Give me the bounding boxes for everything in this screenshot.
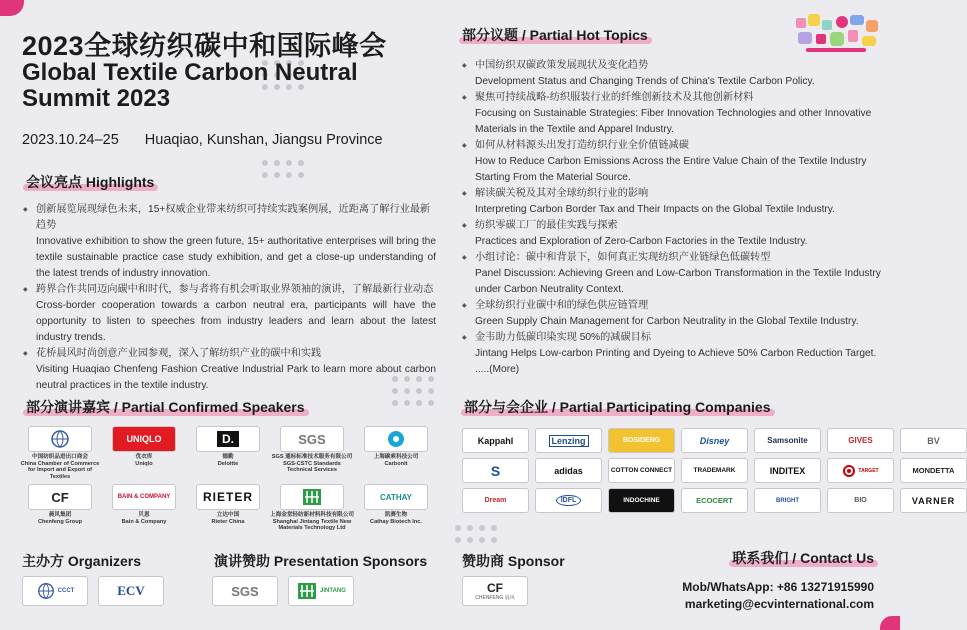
speaker-logo xyxy=(28,426,92,452)
highlights-heading: 会议亮点 Highlights xyxy=(26,172,154,192)
more-link[interactable]: .....(More) xyxy=(475,364,520,375)
speaker-logo: UNIQLO xyxy=(112,426,176,452)
corner-decoration xyxy=(880,616,900,630)
organizer-logo: ECV xyxy=(98,576,164,606)
company-logo: BIO xyxy=(827,488,894,513)
sponsor-logo: CF CHENFENG 晨风 xyxy=(462,576,528,606)
company-logo: Disney xyxy=(681,428,748,453)
summit-logo-graphic xyxy=(792,12,884,58)
company-logo: ECOCERT xyxy=(681,488,748,513)
dot-pattern xyxy=(262,160,304,178)
globe-icon xyxy=(36,581,56,601)
jintang-icon xyxy=(296,581,318,601)
contact-email[interactable]: marketing@ecvinternational.com xyxy=(684,597,874,611)
highlights-list xyxy=(22,202,436,394)
list-item: ◆ 纺织零碳工厂的最佳实践与探索 Practices and Exploration of Zero-Carbon Factories in the Textile Industry. xyxy=(461,218,881,250)
company-logo: Samsonite xyxy=(754,428,821,453)
speaker-logo: BAIN & COMPANY xyxy=(112,484,176,510)
organizers-logos xyxy=(22,576,164,606)
speaker-card: 上海碳索科技公司 Carbonit xyxy=(354,426,438,480)
presentation-sponsors-heading: 演讲赞助 Presentation Sponsors xyxy=(214,553,428,569)
date-location xyxy=(22,132,383,148)
corner-decoration xyxy=(0,0,24,16)
sponsor-logo: SGS xyxy=(212,576,278,606)
company-logo: BRIGHT xyxy=(754,488,821,513)
company-logo: S xyxy=(462,458,529,483)
company-logo: adidas xyxy=(535,458,602,483)
companies-heading: 部分与会企业 / Partial Participating Companies xyxy=(464,397,771,417)
event-date: 2023.10.24–25 xyxy=(22,132,119,148)
list-item: ◆ 如何从材料源头出发打造纺织行业全价值链减碳 How to Reduce Carbon Emissions Across the Entire Value Chain of the Textile Industry Starting From the Material Source. xyxy=(461,138,881,186)
company-logo: IDFL xyxy=(535,488,602,513)
company-logo: Dream xyxy=(462,488,529,513)
speaker-logo: D. xyxy=(196,426,260,452)
contact-heading: 联系我们 / Contact Us xyxy=(732,548,874,568)
speaker-card: 中国纺织品进出口商会 China Chamber of Commerce for Import and Export of Textiles xyxy=(18,426,102,480)
event-location: Huaqiao, Kunshan, Jiangsu Province xyxy=(144,132,383,148)
speaker-logo: CF xyxy=(28,484,92,510)
company-logo: TARGET xyxy=(827,458,894,483)
company-logo: INDITEX xyxy=(754,458,821,483)
company-logo: Lenzing xyxy=(535,428,602,453)
summit-title-en: Global Textile Carbon Neutral Summit 2023 xyxy=(22,59,358,112)
speakers-heading: 部分演讲嘉宾 / Partial Confirmed Speakers xyxy=(26,397,305,417)
speaker-card: 上海金堂轻纺新材料科技有限公司 Shanghai Jintang Textile New Materials Technology Ltd xyxy=(270,484,354,532)
speaker-card: D. 德勤 Deloitte xyxy=(186,426,270,480)
sponsor-logo: JINTANG xyxy=(288,576,354,606)
presentation-sponsors-logos xyxy=(212,576,354,606)
list-item: ◆ 创新展览展现绿色未来，15+权威企业带来纺织可持续实践案例展，近距离了解行业最新趋势 Innovative exhibition to show the green future, 15+ authoritative enterprises will bring the textile sustainable practice case study exhibition, and get a close-up understanding of the latest trends of industry innovation. xyxy=(22,202,436,282)
list-item: ◆ 全球纺织行业碳中和的绿色供应链管理 Green Supply Chain Management for Carbon Neutrality in the Global Textile Industry. xyxy=(461,298,881,330)
target-icon xyxy=(842,464,856,478)
carbonit-icon xyxy=(385,429,407,449)
list-item: ◆ 跨界合作共同迈向碳中和时代，参与者将有机会听取业界领袖的演讲，了解最新行业动态 Cross-border cooperation towards a carbon neutral era, participants will have the opportunity to listen to speeches from industry leaders and learn about the latest industry trends. xyxy=(22,282,436,346)
list-item: ◆ 花桥晨风时尚创意产业园参观，深入了解纺织产业的碳中和实践 Visiting Huaqiao Chenfeng Fashion Creative Industrial Park to learn more about carbon neutral practices in the textile industry. xyxy=(22,346,436,394)
speaker-card: CATHAY 凯赛生物 Cathay Biotech Inc. xyxy=(354,484,438,532)
speaker-logo: CATHAY xyxy=(364,484,428,510)
company-logo: BOSIDENG xyxy=(608,428,675,453)
company-logo: TRADEMARK xyxy=(681,458,748,483)
speaker-card: RIETER 立达中国 Rieter China xyxy=(186,484,270,532)
speaker-logo xyxy=(364,426,428,452)
summit-title-cn: 2023全球纺织碳中和国际峰会 xyxy=(22,31,387,61)
company-logo: VARNER xyxy=(900,488,967,513)
speaker-logo: RIETER xyxy=(196,484,260,510)
list-item: ◆ 小组讨论：碳中和背景下，如何真正实现纺织产业链绿色低碳转型 Panel Discussion: Achieving Green and Low-Carbon Transformation in the Textile Industry under Carbon Neutrality Context. xyxy=(461,250,881,298)
companies-grid xyxy=(462,428,967,513)
jintang-icon xyxy=(301,487,323,507)
organizers-heading: 主办方 Organizers xyxy=(22,553,142,569)
topics-heading: 部分议题 / Partial Hot Topics xyxy=(462,25,648,45)
list-item: ◆ 解读碳关税及其对全球纺织行业的影响 Interpreting Carbon Border Tax and Their Impacts on the Global Textile Industry. xyxy=(461,186,881,218)
list-item: ◆ 金韦助力低碳印染实现 50%的减碳目标 Jintang Helps Low-carbon Printing and Dyeing to Achieve 50% Carbon Reduction Target. xyxy=(461,330,881,362)
speakers-grid xyxy=(18,426,438,532)
speaker-card: SGS SGS 通标标准技术服务有限公司 SGS-CSTC Standards Technical Services xyxy=(270,426,354,480)
speaker-card: BAIN & COMPANY 贝恩 Bain & Company xyxy=(102,484,186,532)
speaker-card: CF 晨风集团 Chenfeng Group xyxy=(18,484,102,532)
organizer-logo: CCCT xyxy=(22,576,88,606)
company-logo: INDOCHINE xyxy=(608,488,675,513)
speaker-card: UNIQLO 优衣库 Uniqlo xyxy=(102,426,186,480)
company-logo: COTTON CONNECT xyxy=(608,458,675,483)
dot-pattern xyxy=(455,525,497,543)
company-logo: Kappahl xyxy=(462,428,529,453)
globe-icon xyxy=(49,429,71,449)
contact-phone[interactable]: Mob/WhatsApp: +86 13271915990 xyxy=(682,580,874,594)
company-logo: MONDETTA xyxy=(900,458,967,483)
company-logo: GIVES xyxy=(827,428,894,453)
speaker-logo xyxy=(280,484,344,510)
list-item: ◆ 中国纺织双碳政策发展现状及变化趋势 Development Status and Changing Trends of China's Textile Carbon Policy. xyxy=(461,58,881,90)
sponsor-heading: 赞助商 Sponsor xyxy=(462,553,565,569)
topics-list xyxy=(461,58,881,378)
speaker-logo: SGS xyxy=(280,426,344,452)
company-logo: BV xyxy=(900,428,967,453)
list-item: ◆ 聚焦可持续战略-纺织服装行业的纤维创新技术及其他创新材料 Focusing on Sustainable Strategies: Fiber Innovation Technologies and other Innovative Materials in the Textile and Apparel Industry. xyxy=(461,90,881,138)
